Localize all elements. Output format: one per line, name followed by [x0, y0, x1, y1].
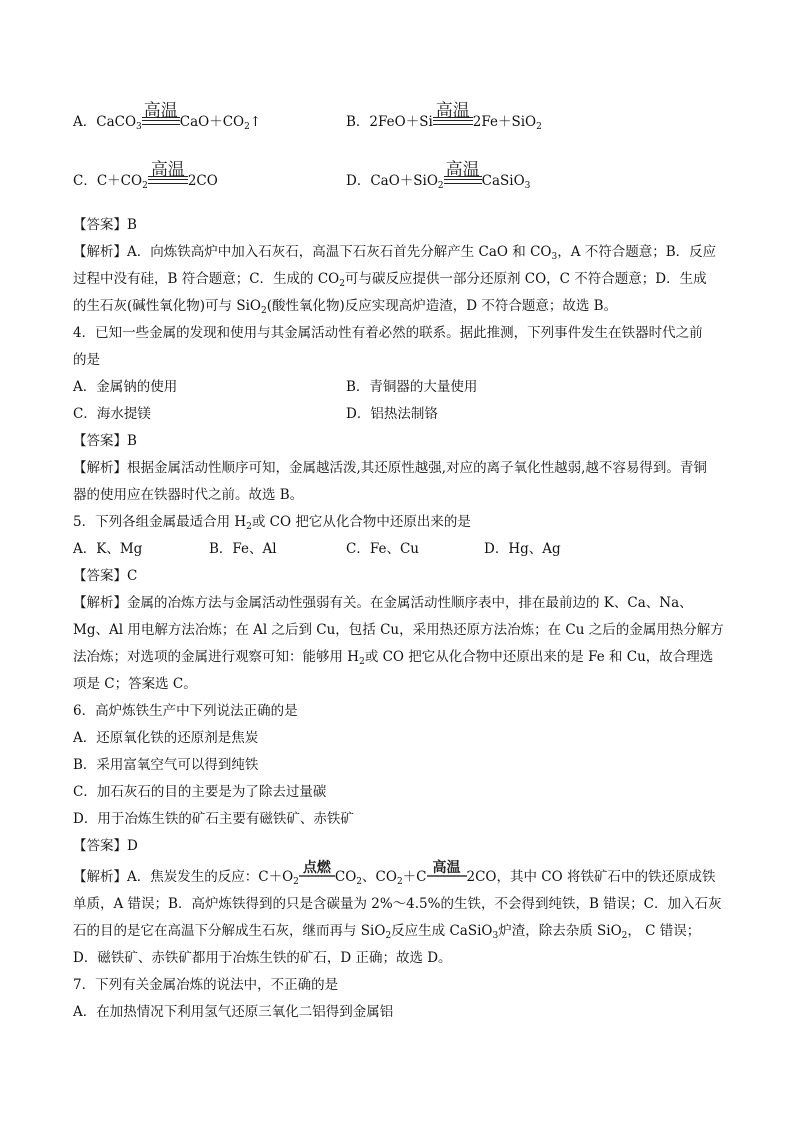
q5-analysis-line: Mg、Al 用电解方法冶炼；在 Al 之后到 Cu，包括 Cu，采用热还原方法冶炼；在 Cu 之后的金属用热分解方: [73, 622, 724, 638]
q6-analysis-line: D．磁铁矿、赤铁矿都用于冶炼生铁的矿石，D 正确；故选 D。: [73, 950, 452, 966]
q5-option-c: C．Fe、Cu: [346, 541, 419, 557]
q6-analysis-line: 单质，A 错误；B．高炉炼铁得到的只是含碳量为 2%～4.5%的生铁，不会得到纯铁，B 错误；C．加入石灰: [73, 896, 722, 912]
q4-analysis-line: 【解析】根据金属活动性顺序可知，金属越活泼,其还原性越强,对应的离子氧化性越弱,越不容易得到。青铜: [73, 460, 707, 476]
q4-option-a: A．金属钠的使用: [73, 379, 178, 395]
q6-analysis-line: 【解析】A．焦炭发生的反应：$C+O_2$ 点燃 $CO_2$、$CO_2+C$ 高温 2CO，其中 CO 将铁矿石中的铁还原成铁: [73, 860, 716, 887]
q7-stem: 7．下列有关金属冶炼的说法中，不正确的是: [73, 977, 339, 993]
q5-option-b: B．Fe、Al: [209, 541, 277, 557]
q4-stem: 的是: [73, 352, 100, 368]
q6-analysis-line: 石的目的是它在高温下分解成生石灰，继而再与 SiO$_2$反应生成 CaSiO$_3$炉渣，除去杂质 SiO$_2$， C 错误；: [73, 923, 701, 941]
reaction-arrow: 点燃: [299, 866, 335, 888]
q5-analysis-line: 项是 C；答案选 C。: [73, 676, 197, 692]
q4-option-b: B．青铜器的大量使用: [346, 379, 478, 395]
q6-option-d: D．用于冶炼生铁的矿石主要有磁铁矿、赤铁矿: [73, 811, 354, 827]
q3-option-c: C．$C+CO_2$ 高温 2CO: [73, 160, 218, 191]
q6-option-a: A．还原氧化铁的还原剂是焦炭: [73, 730, 259, 746]
q5-answer: 【答案】C: [73, 568, 138, 584]
q5-option-a: A．K、Mg: [73, 541, 143, 557]
reaction-arrow: 高温: [142, 111, 180, 133]
q3-analysis-line: 过程中没有硅，B 符合题意；C．生成的 $CO_2$可与碳反应提供一部分还原剂 CO，C 不符合题意；D．生成: [73, 271, 707, 289]
q4-option-d: D．铝热法制铬: [346, 406, 438, 422]
q6-option-b: B．采用富氧空气可以得到纯铁: [73, 757, 259, 773]
q4-stem: 4．已知一些金属的发现和使用与其金属活动性有着必然的联系。据此推测，下列事件发生在铁器时代之前: [73, 325, 703, 341]
q7-option-a: A．在加热情况下利用氢气还原三氧化二铝得到金属铝: [73, 1004, 394, 1020]
q3-answer: 【答案】B: [73, 217, 137, 233]
q5-stem: 5．下列各组金属最适合用 $H_2$或 CO 把它从化合物中还原出来的是: [73, 514, 471, 532]
q6-answer: 【答案】D: [73, 838, 138, 854]
q4-analysis-line: 器的使用应在铁器时代之前。故选 B。: [73, 487, 304, 503]
q6-option-c: C．加石灰石的目的主要是为了除去过量碳: [73, 784, 327, 800]
q4-answer: 【答案】B: [73, 433, 137, 449]
q3-option-d: D．CaO＋SiO$_2$ 高温 CaSiO$_3$: [346, 160, 531, 191]
reaction-arrow: 高温: [148, 170, 188, 192]
q5-analysis-line: 【解析】金属的冶炼方法与金属活动性强弱有关。在金属活动性顺序表中，排在最前边的 K、Ca、Na、: [73, 595, 693, 611]
q3-analysis-line: 的生石灰(碱性氧化物)可与 SiO$_2$(酸性氧化物)反应实现高炉造渣，D 不符合题意；故选 B。: [73, 298, 618, 316]
q4-option-c: C．海水提镁: [73, 406, 151, 422]
q3-analysis-line: 【解析】A．向炼铁高炉中加入石灰石，高温下石灰石首先分解产生 CaO 和 $CO_3$，A 不符合题意；B．反应: [73, 244, 717, 262]
q3-option-a: A．CaCO$_3$ 高温 $CaO+CO_2↑$: [73, 101, 262, 132]
q5-option-d: D．Hg、Ag: [484, 541, 561, 557]
reaction-arrow: 高温: [427, 866, 467, 888]
reaction-arrow: 高温: [444, 170, 482, 192]
q5-analysis-line: 法冶炼；对选项的金属进行观察可知：能够用 $H_2$或 CO 把它从化合物中还原出来的是 Fe 和 Cu，故合理选: [73, 649, 714, 667]
q6-stem: 6．高炉炼铁生产中下列说法正确的是: [73, 703, 298, 719]
q3-option-b: B．2FeO＋Si 高温 2Fe＋SiO$_2$: [346, 101, 542, 132]
reaction-arrow: 高温: [433, 111, 473, 133]
